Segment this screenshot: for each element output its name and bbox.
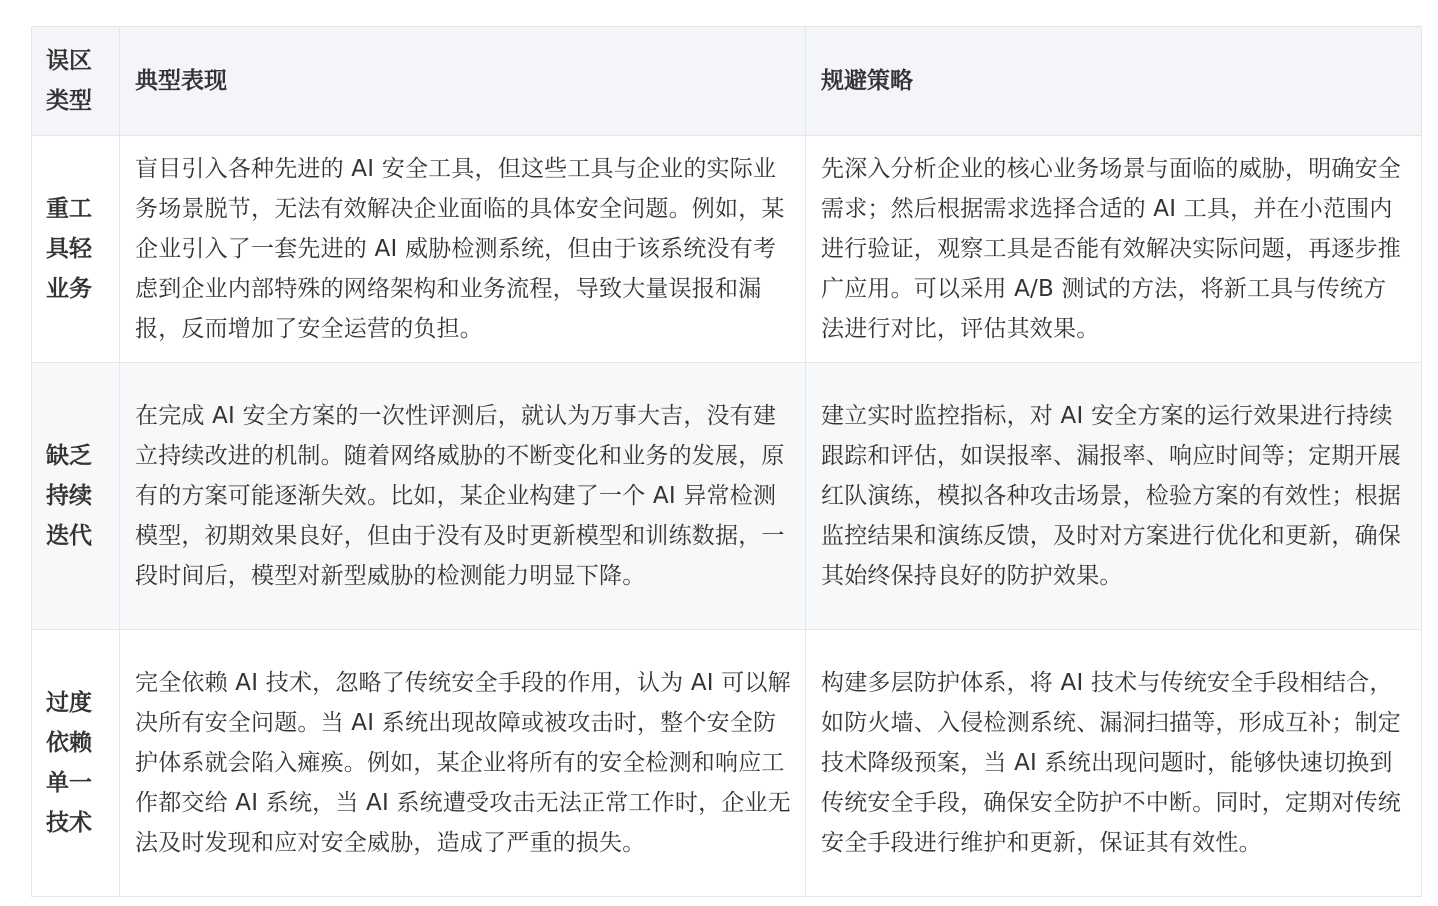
row-category: 重工具轻业务	[32, 136, 120, 363]
pitfall-table-container	[31, 26, 1421, 897]
header-row	[32, 27, 1422, 136]
row-strategy: 建立实时监控指标，对 AI 安全方案的运行效果进行持续跟踪和评估，如误报率、漏报率、响应时间等；定期开展红队演练，模拟各种攻击场景，检验方案的有效性；根据监控结果和演练反馈，及时对方案进行优化和更新，确保其始终保持良好的防护效果。	[806, 363, 1422, 630]
row-strategy: 构建多层防护体系，将 AI 技术与传统安全手段相结合，如防火墙、入侵检测系统、漏洞扫描等，形成互补；制定技术降级预案，当 AI 系统出现问题时，能够快速切换到传统安全手段，确保安全防护不中断。同时，定期对传统安全手段进行维护和更新，保证其有效性。	[806, 630, 1422, 897]
header-category: 误区类型	[32, 27, 120, 136]
header-symptom: 典型表现	[120, 27, 806, 136]
header-strategy: 规避策略	[806, 27, 1422, 136]
pitfall-table	[31, 26, 1422, 897]
table-body	[32, 136, 1422, 897]
row-strategy: 先深入分析企业的核心业务场景与面临的威胁，明确安全需求；然后根据需求选择合适的 AI 工具，并在小范围内进行验证，观察工具是否能有效解决实际问题，再逐步推广应用。可以采用 A/B 测试的方法，将新工具与传统方法进行对比，评估其效果。	[806, 136, 1422, 363]
table-row	[32, 136, 1422, 363]
row-category: 过度依赖单一技术	[32, 630, 120, 897]
row-symptom: 完全依赖 AI 技术，忽略了传统安全手段的作用，认为 AI 可以解决所有安全问题。当 AI 系统出现故障或被攻击时，整个安全防护体系就会陷入瘫痪。例如，某企业将所有的安全检测和响应工作都交给 AI 系统，当 AI 系统遭受攻击无法正常工作时，企业无法及时发现和应对安全威胁，造成了严重的损失。	[120, 630, 806, 897]
row-symptom: 盲目引入各种先进的 AI 安全工具，但这些工具与企业的实际业务场景脱节，无法有效解决企业面临的具体安全问题。例如，某企业引入了一套先进的 AI 威胁检测系统，但由于该系统没有考虑到企业内部特殊的网络架构和业务流程，导致大量误报和漏报，反而增加了安全运营的负担。	[120, 136, 806, 363]
table-row	[32, 630, 1422, 897]
table-row	[32, 363, 1422, 630]
row-category: 缺乏持续迭代	[32, 363, 120, 630]
row-symptom: 在完成 AI 安全方案的一次性评测后，就认为万事大吉，没有建立持续改进的机制。随着网络威胁的不断变化和业务的发展，原有的方案可能逐渐失效。比如，某企业构建了一个 AI 异常检测模型，初期效果良好，但由于没有及时更新模型和训练数据，一段时间后，模型对新型威胁的检测能力明显下降。	[120, 363, 806, 630]
table-header	[32, 27, 1422, 136]
